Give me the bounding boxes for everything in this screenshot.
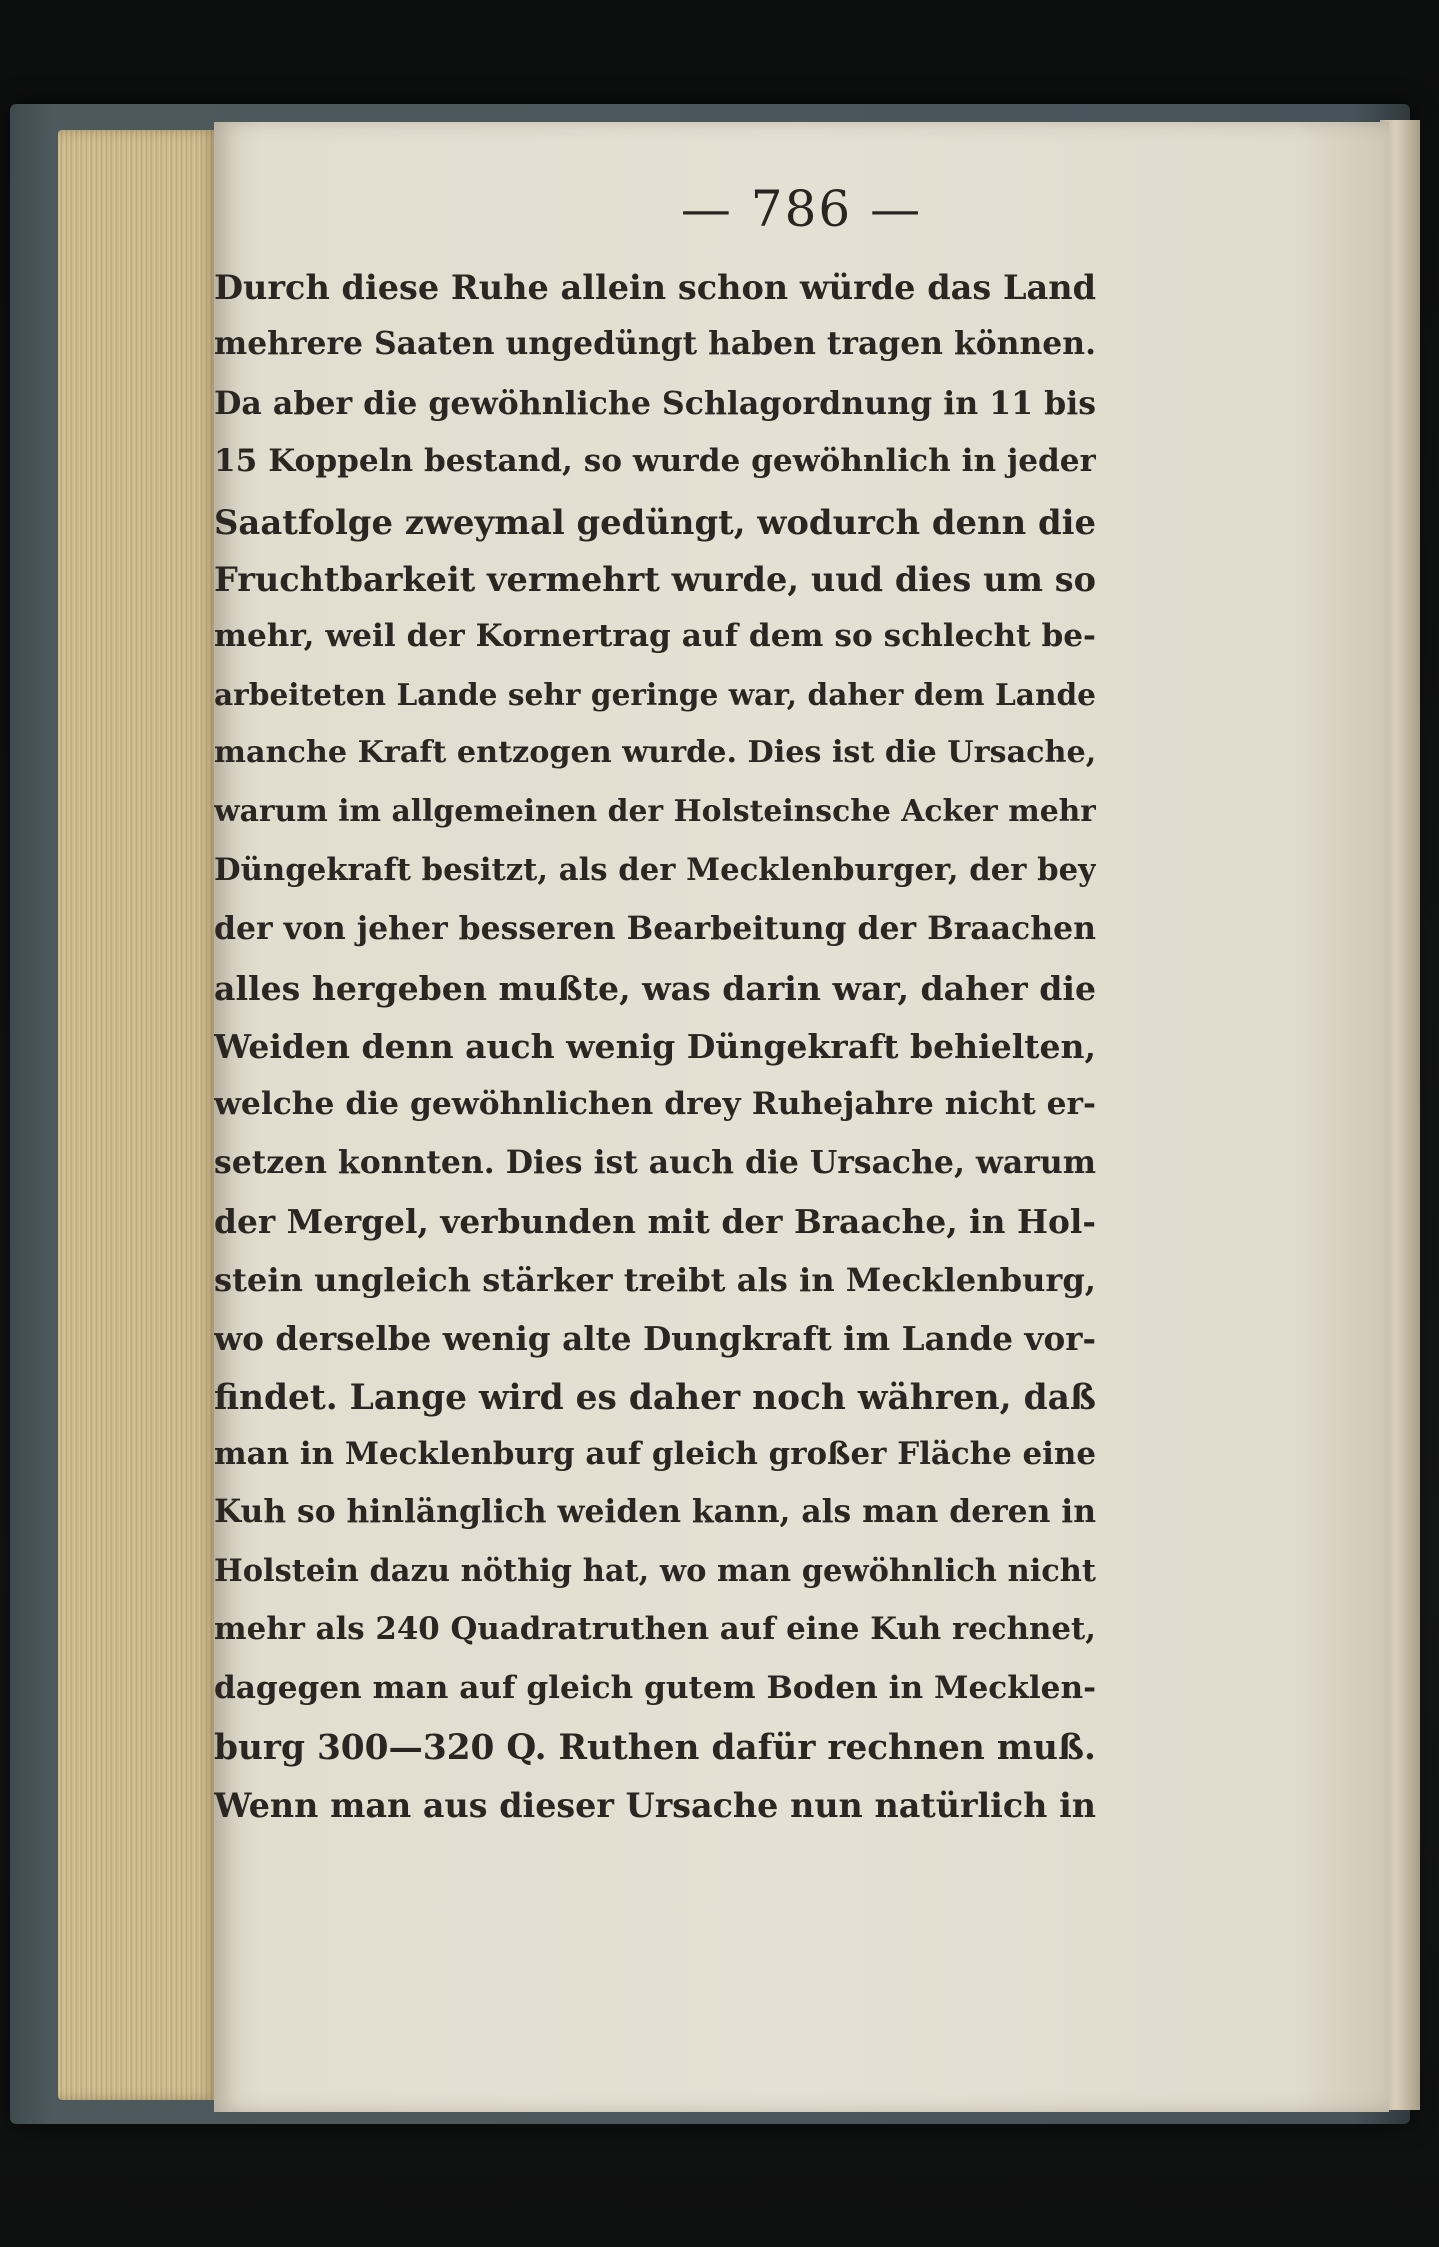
text-line: stein ungleich stärker treibt als in Mecklenburg, — [214, 1260, 1096, 1299]
text-line: manche Kraft entzogen wurde. Dies ist die Ursache, — [214, 735, 1096, 771]
text-line: der von jeher besseren Bearbeitung der Braachen — [214, 910, 1096, 948]
page-edges — [58, 130, 218, 2100]
text-line: Weiden denn auch wenig Düngekraft behielten, — [214, 1027, 1096, 1067]
text-line: welche die gewöhnlichen drey Ruhejahre nicht er- — [214, 1085, 1096, 1122]
text-line: Saatfolge zweymal gedüngt, wodurch denn die — [214, 501, 1096, 542]
text-line: Kuh so hinlänglich weiden kann, als man deren in — [214, 1494, 1096, 1531]
text-line: findet. Lange wird es daher noch währen, daß — [214, 1377, 1096, 1418]
text-line: setzen konnten. Dies ist auch die Ursache, warum — [214, 1144, 1096, 1181]
text-line: man in Mecklenburg auf gleich großer Fläche eine — [214, 1436, 1096, 1472]
text-line: arbeiteten Lande sehr geringe war, daher dem Lande — [214, 676, 1096, 712]
text-line: 15 Koppeln bestand, so wurde gewöhnlich in jeder — [214, 443, 1096, 480]
text-line: mehr als 240 Quadratruthen auf eine Kuh rechnet, — [214, 1611, 1096, 1648]
text-line: Durch diese Ruhe allein schon würde das Land — [214, 268, 1096, 307]
page-number: — 786 — — [680, 180, 923, 238]
text-line: burg 300—320 Q. Ruthen dafür rechnen muß. — [214, 1728, 1096, 1768]
text-line: wo derselbe wenig alte Dungkraft im Lande vor- — [214, 1319, 1096, 1359]
text-line: Da aber die gewöhnliche Schlagordnung in 11 bis — [214, 384, 1096, 422]
text-line: der Mergel, verbunden mit der Braache, in Hol- — [214, 1202, 1096, 1242]
text-line: mehrere Saaten ungedüngt haben tragen können. — [214, 326, 1096, 363]
text-line: Fruchtbarkeit vermehrt wurde, uud dies um so — [214, 560, 1096, 599]
text-line: Wenn man aus dieser Ursache nun natürlich in — [214, 1786, 1096, 1826]
text-line: mehr, weil der Kornertrag auf dem so schlecht be- — [214, 618, 1096, 655]
text-line: warum im allgemeinen der Holsteinsche Acker mehr — [214, 793, 1096, 829]
text-line: Holstein dazu nöthig hat, wo man gewöhnlich nicht — [214, 1552, 1096, 1589]
text-line: Düngekraft besitzt, als der Mecklenburger, der bey — [214, 852, 1096, 888]
text-line: alles hergeben mußte, was darin war, daher die — [214, 968, 1096, 1008]
text-line: dagegen man auf gleich gutem Boden in Mecklen- — [214, 1669, 1096, 1706]
